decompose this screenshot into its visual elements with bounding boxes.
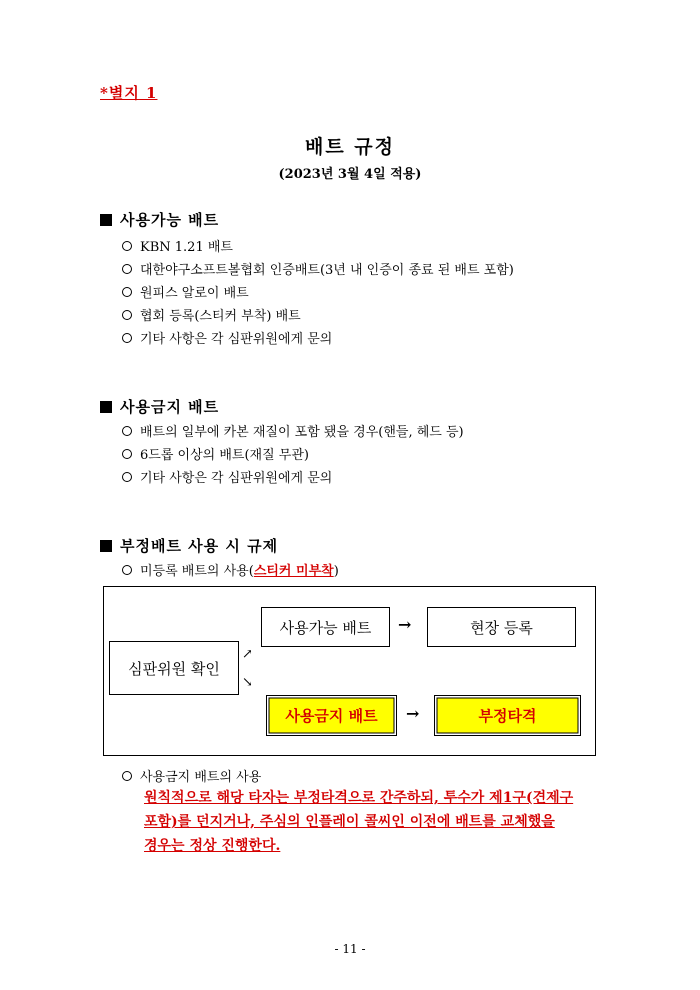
flow-register-box <box>427 607 576 647</box>
penalty-note-line: 원칙적으로 해당 타자는 부정타격으로 간주하되, 투수가 제1구(견제구 <box>144 790 574 806</box>
list-item <box>122 328 332 347</box>
flow-allowed-box <box>261 607 390 647</box>
penalty-note <box>144 786 614 858</box>
section-heading-penalty <box>100 535 278 556</box>
circle-bullet-icon <box>122 771 132 781</box>
flow-start-box <box>109 641 239 695</box>
list-item-text: 기타 사항은 각 심판위원에게 문의 <box>140 471 333 486</box>
list-item <box>122 259 514 278</box>
circle-bullet-icon <box>122 449 132 459</box>
section-heading-banned <box>100 396 219 417</box>
list-item-text: 사용금지 배트의 사용 <box>140 770 262 785</box>
list-item-text: 대한야구소프트볼협회 인증배트(3년 내 인증이 종료 된 배트 포함) <box>140 263 514 278</box>
flow-banned-box <box>266 695 397 736</box>
circle-bullet-icon <box>122 310 132 320</box>
list-item-text: 기타 사항은 각 심판위원에게 문의 <box>140 332 333 347</box>
circle-bullet-icon <box>122 241 132 251</box>
list-item-text: KBN 1.21 배트 <box>140 240 233 255</box>
arrow-down-right-icon: ↘ <box>242 675 253 690</box>
flow-allowed-label: 사용가능 배트 <box>279 618 372 637</box>
list-item <box>122 766 261 785</box>
flow-start-label: 심판위원 확인 <box>128 659 220 678</box>
square-bullet-icon <box>100 540 112 552</box>
section-heading-allowed <box>100 209 219 230</box>
penalty-note-line: 경우는 정상 진행한다. <box>144 838 281 854</box>
list-item <box>122 305 301 324</box>
circle-bullet-icon <box>122 287 132 297</box>
list-item <box>122 560 339 579</box>
section-heading-text: 부정배트 사용 시 규제 <box>120 537 279 555</box>
list-item <box>122 282 249 301</box>
flow-register-label: 현장 등록 <box>470 618 533 637</box>
list-item <box>122 236 233 255</box>
flow-banned-label: 사용금지 배트 <box>285 707 378 725</box>
section-heading-text: 사용금지 배트 <box>120 398 220 416</box>
page-number: - 11 - <box>334 942 366 956</box>
flow-penalty-box <box>434 695 581 736</box>
penalty-note-line: 포함)를 던지거나, 주심의 인플레이 콜씨인 이전에 배트를 교체했을 <box>144 814 555 830</box>
attachment-label: *별지 1 <box>100 84 158 102</box>
list-item-text-prefix: 미등록 배트의 사용( <box>140 564 254 579</box>
list-item-text-suffix: ) <box>333 564 339 579</box>
flow-penalty-label: 부정타격 <box>478 707 537 725</box>
arrow-right-icon: → <box>406 704 420 723</box>
circle-bullet-icon <box>122 264 132 274</box>
list-item-text: 협회 등록(스티커 부착) 배트 <box>140 309 301 324</box>
list-item <box>122 421 464 440</box>
page-subtitle: (2023년 3월 4일 적용) <box>278 167 422 182</box>
circle-bullet-icon <box>122 333 132 343</box>
list-item <box>122 467 332 486</box>
flow-diagram <box>103 586 596 756</box>
arrow-right-icon: → <box>398 615 412 634</box>
square-bullet-icon <box>100 401 112 413</box>
circle-bullet-icon <box>122 426 132 436</box>
list-item-text: 6드롭 이상의 배트(재질 무관) <box>140 448 309 463</box>
square-bullet-icon <box>100 214 112 226</box>
list-item-text: 배트의 일부에 카본 재질이 포함 됐을 경우(핸들, 헤드 등) <box>140 425 464 440</box>
circle-bullet-icon <box>122 472 132 482</box>
circle-bullet-icon <box>122 565 132 575</box>
section-heading-text: 사용가능 배트 <box>120 211 220 229</box>
list-item <box>122 444 309 463</box>
highlight-text: 스티커 미부착 <box>253 564 334 579</box>
list-item-text: 원피스 알로이 배트 <box>140 286 249 301</box>
arrow-up-right-icon: ↗ <box>242 647 253 662</box>
page-title: 배트 규정 <box>304 136 396 158</box>
